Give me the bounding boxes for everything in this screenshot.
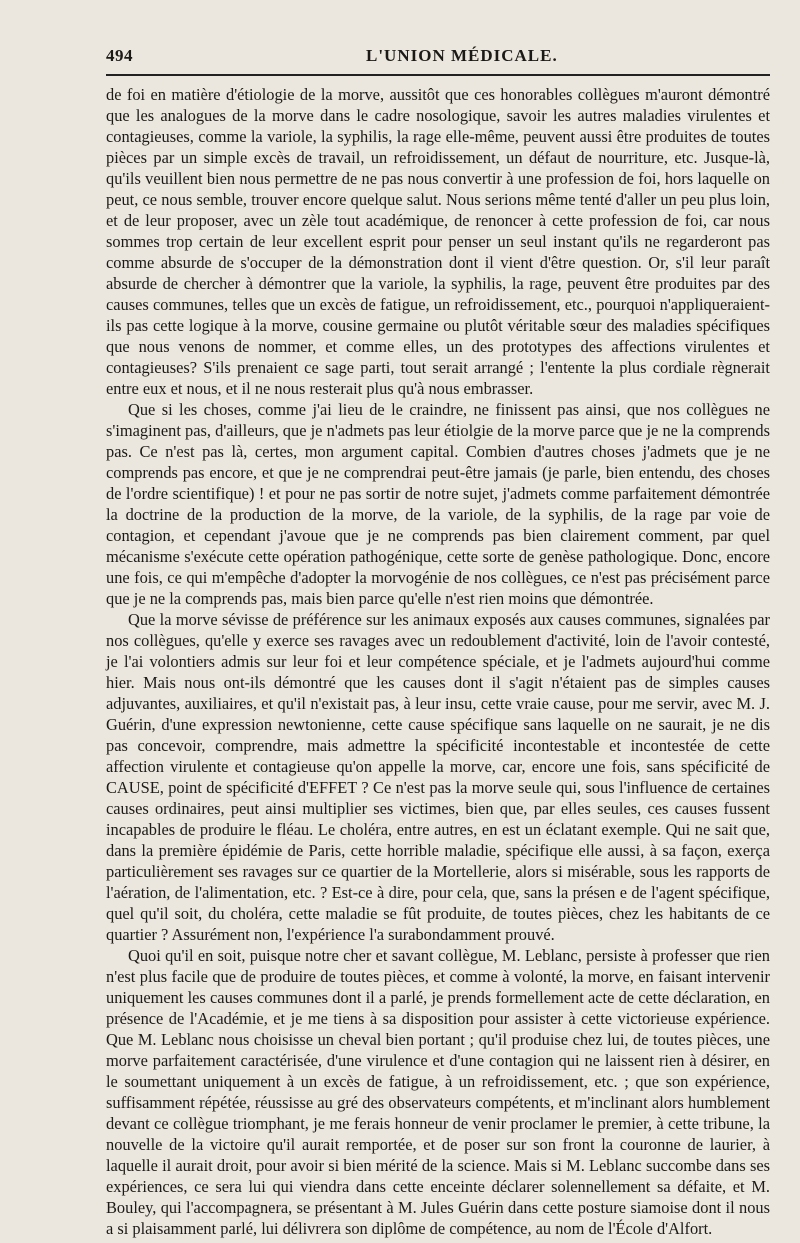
header-rule	[106, 74, 770, 76]
paragraph: Quoi qu'il en soit, puisque notre cher et savant collègue, M. Leblanc, persiste à professer que rien n'est plus facile que de produire de toutes pièces, et comme à volonté, la morve, en faisant intervenir uniquement les causes communes dont il a parlé, je prends formellement acte de cette déclaration, en présence de l'Académie, et je me tiens à sa disposition pour assister à cette victorieuse expérience. Que M. Leblanc nous choisisse un cheval bien portant ; qu'il produise chez lui, de toutes pièces, une morve parfaitement caractérisée, d'une virulence et d'une contagion qui ne laissent rien à désirer, en le soumettant uniquement à un excès de fatigue, à un refroidissement, etc. ; que son expérience, suffisamment répétée, réussisse au gré des observateurs compétents, et m'inclinant alors humblement devant ce collègue triomphant, je me ferais honneur de venir proclamer le premier, à cette tribune, la nouvelle de la victoire qu'il aurait remportée, et de poser sur son front la couronne de laurier, à laquelle il aurait droit, pour avoir si bien mérité de la science. Mais si M. Leblanc succombe dans ses expériences, ce sera lui qui viendra dans cette enceinte déclarer solennellement sa défaite, et M. Bouley, qui l'accompagnera, se présentant à M. Jules Guérin dans cette posture siamoise dont il nous a si plaisamment parlé, lui délivrera son diplôme de compétence, au nom de l'École d'Alfort.	[106, 946, 770, 1238]
paragraph: Que si les choses, comme j'ai lieu de le craindre, ne finissent pas ainsi, que nos collègues ne s'imaginent pas, d'ailleurs, que je n'admets pas leur étiolgie de la morve parce que je ne la comprends pas. Ce n'est pas là, certes, mon argument capital. Combien d'autres choses j'admets que je ne comprends pas encore, et que je ne comprendrai peut-être jamais (je parle, bien entendu, des choses de l'ordre scientifique) ! et pour ne pas sortir de notre sujet, j'admets comme parfaitement démontrée la doctrine de la production de la morve, de la variole, de la syphilis, de la rage par voie de contagion, et cependant j'avoue que je ne comprends pas bien clairement comment, par quel mécanisme s'exécute cette opération pathogénique, cette sorte de genèse pathologique. Donc, encore une fois, ce qui m'empêche d'adopter la morvogénie de nos collègues, ce n'est pas précisément parce que je ne la comprends pas, mais bien parce qu'elle n'est rien moins que démontrée.	[106, 400, 770, 608]
paragraph: Que la morve sévisse de préférence sur les animaux exposés aux causes communes, signalées par nos collègues, qu'elle y exerce ses ravages avec un redoublement d'activité, loin de l'avoir contesté, je l'ai volontiers admis sur leur foi et leur compétence spéciale, et je l'admets aujourd'hui comme hier. Mais nous ont-ils démontré que les causes dont il s'agit n'étaient pas de simples causes adjuvantes, auxiliaires, et qu'il n'existait pas, à leur insu, cette vraie cause, pour me servir, avec M. J. Guérin, d'une expression newtonienne, cette cause spécifique sans laquelle on ne saurait, je ne dis pas concevoir, comprendre, mais admettre la spécificité incontestable et incontestée de cette affection virulente et contagieuse qu'on appelle la morve, car, encore une fois, sans spécificité de CAUSE, point de spécificité d'EFFET ? Ce n'est pas la morve seule qui, sous l'influence de certaines causes ordinaires, peut ainsi multiplier ses victimes, bien que, par elles seules, ces causes fussent incapables de produire le fléau. Le choléra, entre autres, en est un éclatant exemple. Qui ne sait que, dans la première épidémie de Paris, cette horrible maladie, spécifique elle aussi, à sa façon, exerça particulièrement ses ravages sur ce quartier de la Mortellerie, alors si misérable, sous les rapports de l'aération, de l'alimentation, etc. ? Est-ce à dire, pour cela, que, sans la présen e de l'agent spécifique, quel qu'il soit, du choléra, cette maladie se fût produite, de toutes pièces, chez les habitants de ce quartier ? Assurément non, l'expérience l'a surabondamment prouvé.	[106, 610, 770, 944]
running-head	[106, 38, 770, 78]
page-number: 494	[106, 46, 133, 65]
journal-title: L'UNION MÉDICALE.	[366, 46, 558, 65]
article-body	[106, 84, 770, 1239]
paragraph-continued: de foi en matière d'étiologie de la morve, aussitôt que ces honorables collègues m'auront démontré que les analogues de la morve dans le cadre nosologique, savoir les autres maladies virulentes et contagieuses, comme la variole, la syphilis, la rage elle-même, peuvent aussi être produites de toutes pièces par un simple excès de travail, un refroidissement, un défaut de nourriture, etc. Jusque-là, qu'ils veuillent bien nous permettre de ne pas nous convertir à une profession de foi, hors laquelle on peut, ce nous semble, trouver encore quelque salut. Nous serions même tenté d'aller un peu plus loin, et de leur proposer, avec un zèle tout académique, de renoncer à cette profession de foi, car nous sommes trop certain de leur excellent esprit pour penser un seul instant qu'ils ne regarderont pas comme absurde de s'occuper de la démonstration dont il vient d'être question. Or, s'il leur paraît absurde de chercher à démontrer que la variole, la syphilis, la rage, peuvent être produites par des causes communes, telles que un excès de fatigue, un refroidissement, etc., pourquoi n'appliqueraient-ils pas cette logique à la morve, cousine germaine ou plutôt véritable sœur des maladies spécifiques que nous venons de nommer, et comme elles, un des prototypes des affections virulentes et contagieuses? S'ils prenaient ce sage parti, tout serait arrangé ; l'entente la plus cordiale règnerait entre eux et nous, et il ne nous resterait plus qu'à nous embrasser.	[106, 85, 770, 398]
